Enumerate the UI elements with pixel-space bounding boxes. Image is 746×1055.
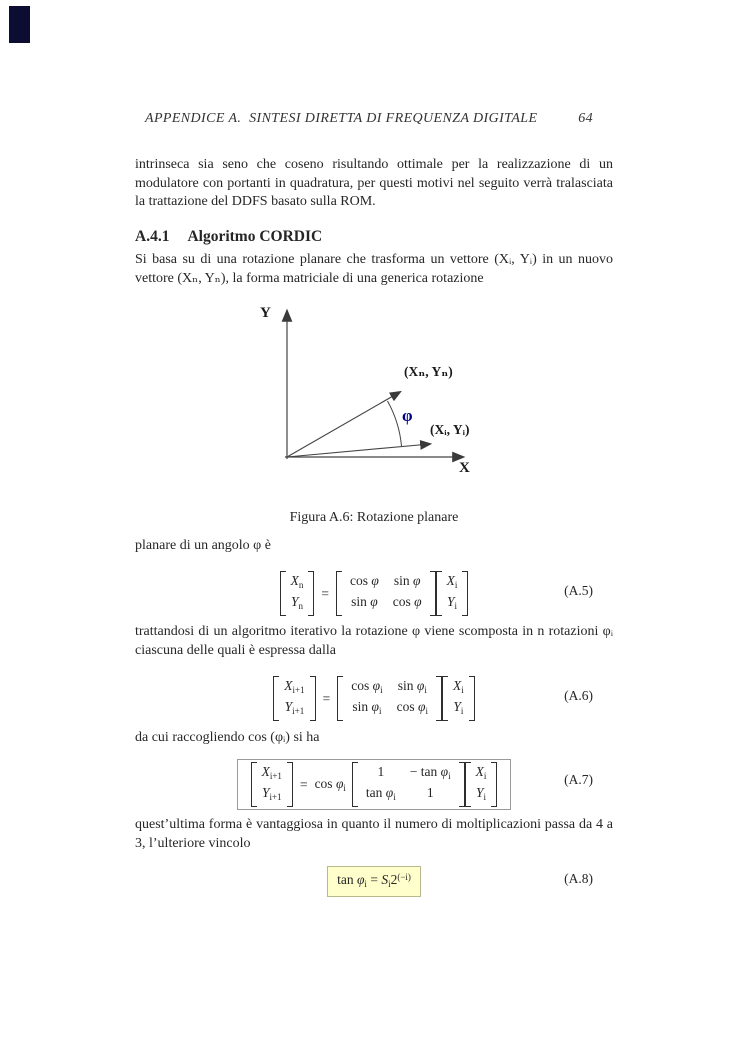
math-fn: sin — [352, 698, 372, 714]
math-sub: i — [364, 879, 367, 889]
math-var: φ — [413, 573, 421, 588]
page-number: 64 — [578, 111, 593, 126]
bracket-left — [251, 762, 257, 807]
math-var: X — [290, 573, 299, 588]
math-var: φ — [370, 593, 378, 609]
equation-a5 — [135, 571, 613, 616]
math-var: X — [261, 764, 270, 779]
bracket-left — [336, 571, 342, 616]
scan-corner-mark — [9, 6, 30, 43]
math-var: φ — [356, 872, 365, 887]
math-fn: cos — [351, 678, 373, 693]
math-var: φ — [371, 573, 379, 588]
initial-vector-arrow — [287, 444, 430, 457]
paragraph-raccogliendo: da cui raccogliendo cos (φᵢ) si ha — [135, 730, 320, 745]
vector-lhs — [273, 676, 315, 721]
math-var: φ — [414, 593, 422, 609]
math-sub: i — [448, 771, 451, 781]
vector-rhs — [465, 762, 498, 807]
bracket-right — [462, 571, 468, 616]
equation-number-a5: (A.5) — [564, 583, 593, 598]
paragraph-intro: intrinseca sia seno che coseno risultando ottimale per la realizzazione di un modulatore con portanti in quadratura, per questi motivi nel seguito verrà tralasciata la trattazione del DDFS basato sulla ROM. — [135, 157, 613, 210]
bracket-right — [287, 762, 293, 807]
math-var: Y — [447, 593, 455, 609]
equation-box — [237, 759, 512, 810]
bracket-left — [273, 676, 279, 721]
math-sub: i — [425, 705, 428, 716]
math-fn: 1 — [377, 764, 385, 779]
bracket-left — [352, 762, 358, 807]
vector-rhs — [442, 676, 475, 721]
equals-sign: = — [322, 690, 331, 706]
math-fn: sin — [393, 573, 414, 588]
math-fn: sin — [351, 593, 371, 609]
equals-sign: = — [321, 585, 329, 601]
math-fn: tan — [337, 872, 357, 887]
math-sup: (−i) — [397, 872, 411, 882]
math-sub: i+1 — [292, 705, 305, 716]
equation-a6 — [135, 676, 613, 721]
math-var: Y — [290, 593, 299, 609]
math-sub: i — [380, 685, 383, 695]
math-var: Y — [475, 784, 484, 800]
vector-rhs — [436, 571, 469, 616]
section-number: A.4.1 — [135, 228, 170, 245]
paragraph-vantaggiosa: quest’ultima forma è vantaggiosa in quanto il numero di moltiplicazioni passa da 4 a 3, l’ulteriore vincolo — [135, 817, 613, 851]
running-header — [145, 111, 593, 127]
bracket-left — [465, 762, 471, 807]
x-axis-label: X — [459, 460, 470, 476]
math-sub: i — [393, 791, 396, 802]
header-title: APPENDICE A. SINTESI DIRETTA DI FREQUENZA DIGITALE — [145, 111, 538, 126]
math-sub: i+1 — [292, 685, 305, 695]
figure-caption: Figura A.6: Rotazione planare — [289, 510, 459, 525]
angle-arc — [388, 401, 402, 446]
math-sub: n — [298, 580, 304, 590]
equation-a7 — [135, 759, 613, 810]
math-sub: i — [388, 879, 391, 889]
equation-a8 — [135, 866, 613, 897]
bracket-left — [280, 571, 286, 616]
math-sub: i — [483, 771, 487, 781]
math-base: 2 — [390, 872, 398, 887]
math-sub: i — [483, 791, 487, 802]
paragraph-planare: planare di un angolo φ è — [135, 538, 271, 553]
bracket-right — [491, 762, 497, 807]
math-var: φ — [371, 698, 379, 714]
rotation-diagram-canvas — [250, 296, 490, 496]
math-var: X — [475, 764, 484, 779]
math-var: X — [452, 678, 462, 693]
coefficient-cos-phi — [315, 776, 346, 793]
math-sub: i — [424, 685, 427, 695]
section-title: Algoritmo CORDIC — [187, 228, 323, 245]
math-var: Y — [453, 698, 461, 714]
equation-number-a6: (A.6) — [564, 688, 593, 703]
bracket-right — [308, 571, 314, 616]
vector-lhs — [280, 571, 315, 616]
math-sub: i — [343, 783, 346, 793]
math-var: X — [446, 573, 455, 588]
math-var: Y — [284, 698, 293, 714]
math-sub: i+1 — [269, 791, 282, 802]
math-var: φ — [372, 678, 381, 693]
math-sub: i+1 — [269, 771, 282, 781]
math-var: Y — [261, 784, 270, 800]
equation-number-a8: (A.8) — [564, 871, 593, 886]
math-sub: i — [454, 580, 458, 590]
rotation-matrix — [336, 571, 436, 616]
highlight-box — [327, 866, 421, 897]
math-sub: i — [378, 705, 382, 716]
math-fn: cos — [314, 776, 336, 791]
section-heading — [135, 228, 322, 246]
bracket-left — [436, 571, 442, 616]
equation-number-a7: (A.7) — [564, 772, 593, 787]
math-fn: tan — [365, 784, 386, 800]
y-axis-label: Y — [260, 305, 271, 321]
bracket-left — [442, 676, 448, 721]
math-sub: i — [461, 685, 464, 695]
rotation-matrix — [352, 762, 465, 807]
math-fn: cos — [349, 573, 372, 588]
rotated-vector-arrow — [287, 392, 400, 457]
rotated-vector-label: (Xₙ, Yₙ) — [404, 364, 453, 379]
math-fn: cos — [396, 698, 418, 714]
math-sub: n — [298, 600, 303, 611]
math-var: φ — [417, 698, 426, 714]
paragraph-iterativo: trattandosi di un algoritmo iterativo la rotazione φ viene scomposta in n rotazioni φᵢ ciascuna delle quali è espressa dalla — [135, 624, 613, 658]
equals-sign: = — [299, 776, 308, 792]
math-var: φ — [440, 764, 449, 779]
equals-sign: = — [366, 872, 382, 887]
angle-phi-label: φ — [402, 406, 413, 425]
bracket-left — [337, 676, 343, 721]
vector-lhs — [251, 762, 293, 807]
bracket-right — [469, 676, 475, 721]
rotation-matrix — [337, 676, 442, 721]
math-fn: − tan — [409, 764, 441, 779]
math-var: φ — [416, 678, 425, 693]
initial-vector-label: (Xᵢ, Yᵢ) — [430, 422, 470, 437]
math-sub: i — [454, 600, 458, 611]
math-fn: cos — [392, 593, 415, 609]
math-fn: sin — [397, 678, 417, 693]
math-sub: i — [460, 705, 464, 716]
bracket-right — [310, 676, 316, 721]
math-var: φ — [335, 776, 344, 791]
math-var: X — [284, 678, 293, 693]
paragraph-cordic-intro: Si basa su di una rotazione planare che trasforma un vettore (Xᵢ, Yᵢ) in un nuovo vettore (Xₙ, Yₙ), la forma matriciale di una generica rotazione — [135, 252, 613, 286]
math-var: S — [381, 872, 389, 887]
math-fn: 1 — [426, 784, 434, 800]
math-var: φ — [385, 784, 394, 800]
